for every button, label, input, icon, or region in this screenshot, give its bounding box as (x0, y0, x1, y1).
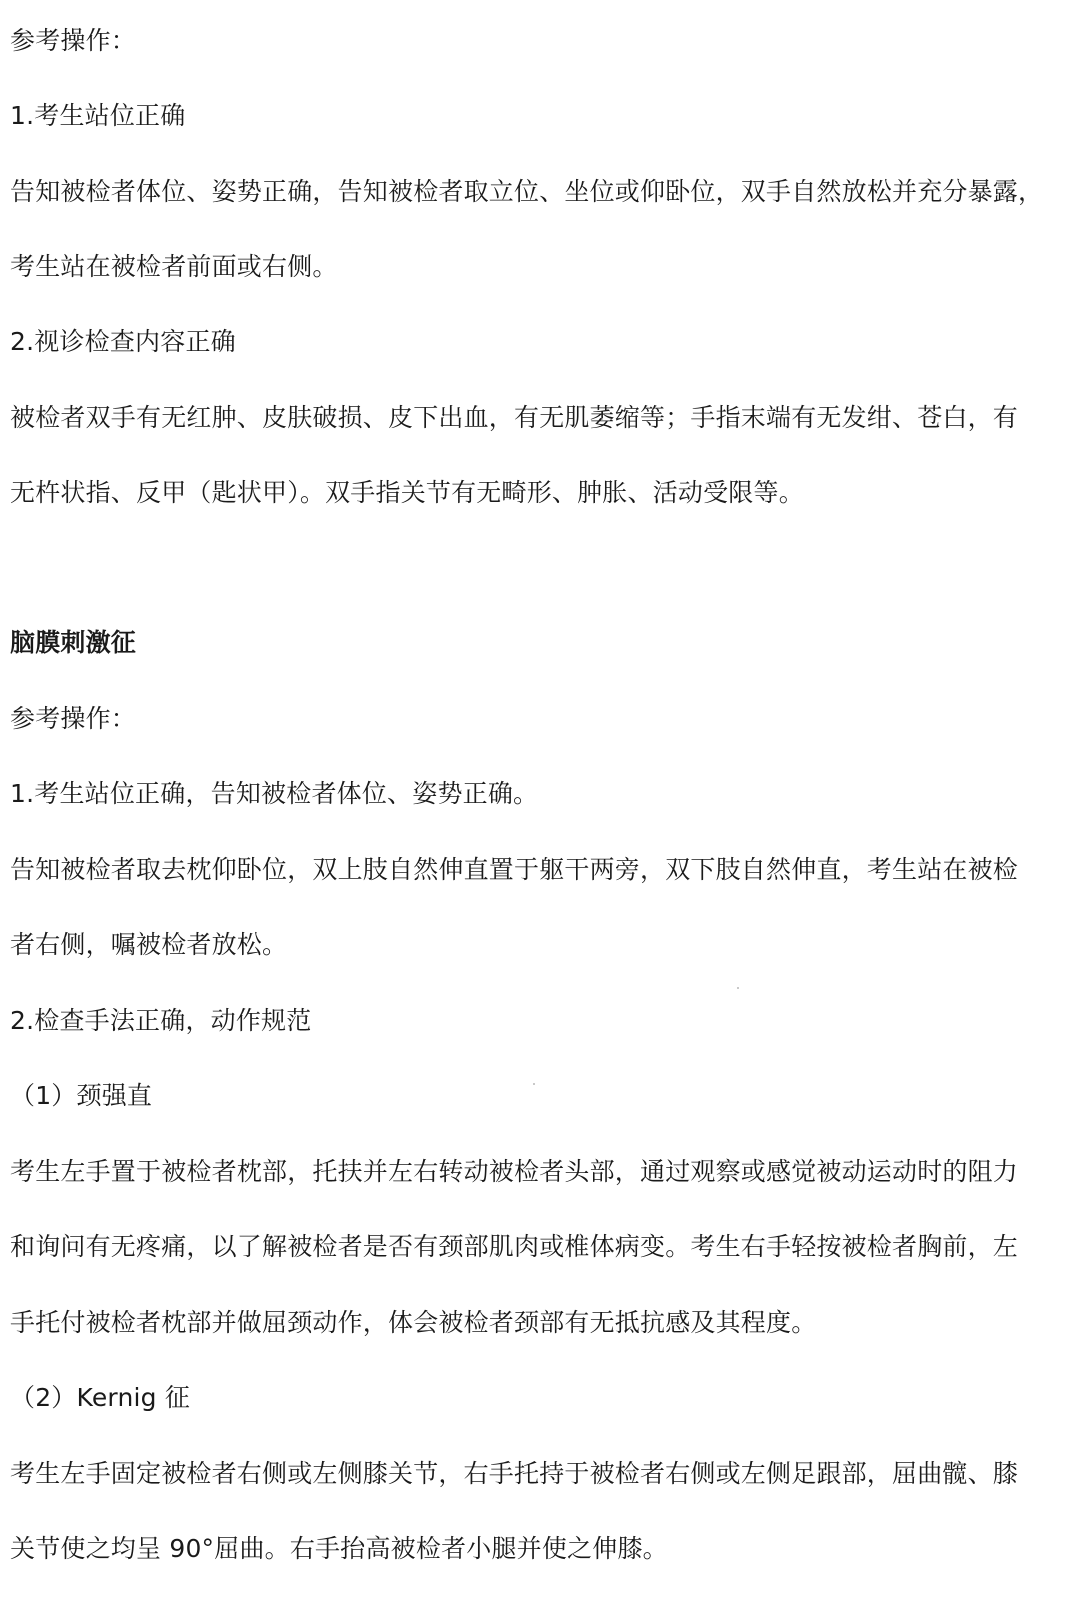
scan-speck (737, 987, 739, 989)
subsection-title: （2）Kernig 征 (10, 1383, 191, 1412)
section-heading: 脑膜刺激征 (10, 628, 137, 657)
paragraph-line: 无杵状指、反甲（匙状甲）。双手指关节有无畸形、肿胀、活动受限等。 (10, 478, 804, 507)
subsection-title: （1）颈强直 (10, 1081, 153, 1110)
paragraph-line: 考生左手固定被检者右侧或左侧膝关节，右手托持于被检者右侧或左侧足跟部，屈曲髋、膝 (10, 1459, 1019, 1488)
step-title: 2.检查手法正确，动作规范 (10, 1006, 312, 1035)
paragraph-line: 考生左手置于被检者枕部，托扶并左右转动被检者头部，通过观察或感觉被动运动时的阻力 (10, 1157, 1019, 1186)
step-title: 1.考生站位正确，告知被检者体位、姿势正确。 (10, 779, 539, 808)
scan-speck (533, 1083, 535, 1085)
step-title: 2.视诊检查内容正确 (10, 327, 236, 356)
paragraph-line: 告知被检者体位、姿势正确，告知被检者取立位、坐位或仰卧位，双手自然放松并充分暴露， (10, 177, 1044, 206)
paragraph-line: 告知被检者取去枕仰卧位，双上肢自然伸直置于躯干两旁，双下肢自然伸直，考生站在被检 (10, 855, 1019, 884)
paragraph-line: 和询问有无疼痛，以了解被检者是否有颈部肌肉或椎体病变。考生右手轻按被检者胸前，左 (10, 1232, 1019, 1261)
step-title: 1.考生站位正确 (10, 101, 186, 130)
paragraph-line: 考生站在被检者前面或右侧。 (10, 252, 338, 281)
paragraph-line: 关节使之均呈 90°屈曲。右手抬高被检者小腿并使之伸膝。 (10, 1534, 668, 1563)
reference-operation-label: 参考操作： (10, 26, 137, 55)
paragraph-line: 被检者双手有无红肿、皮肤破损、皮下出血，有无肌萎缩等；手指末端有无发绀、苍白，有 (10, 403, 1019, 432)
reference-operation-label: 参考操作： (10, 704, 137, 733)
paragraph-line: 者右侧，嘱被检者放松。 (10, 930, 288, 959)
paragraph-line: 手托付被检者枕部并做屈颈动作，体会被检者颈部有无抵抗感及其程度。 (10, 1308, 817, 1337)
